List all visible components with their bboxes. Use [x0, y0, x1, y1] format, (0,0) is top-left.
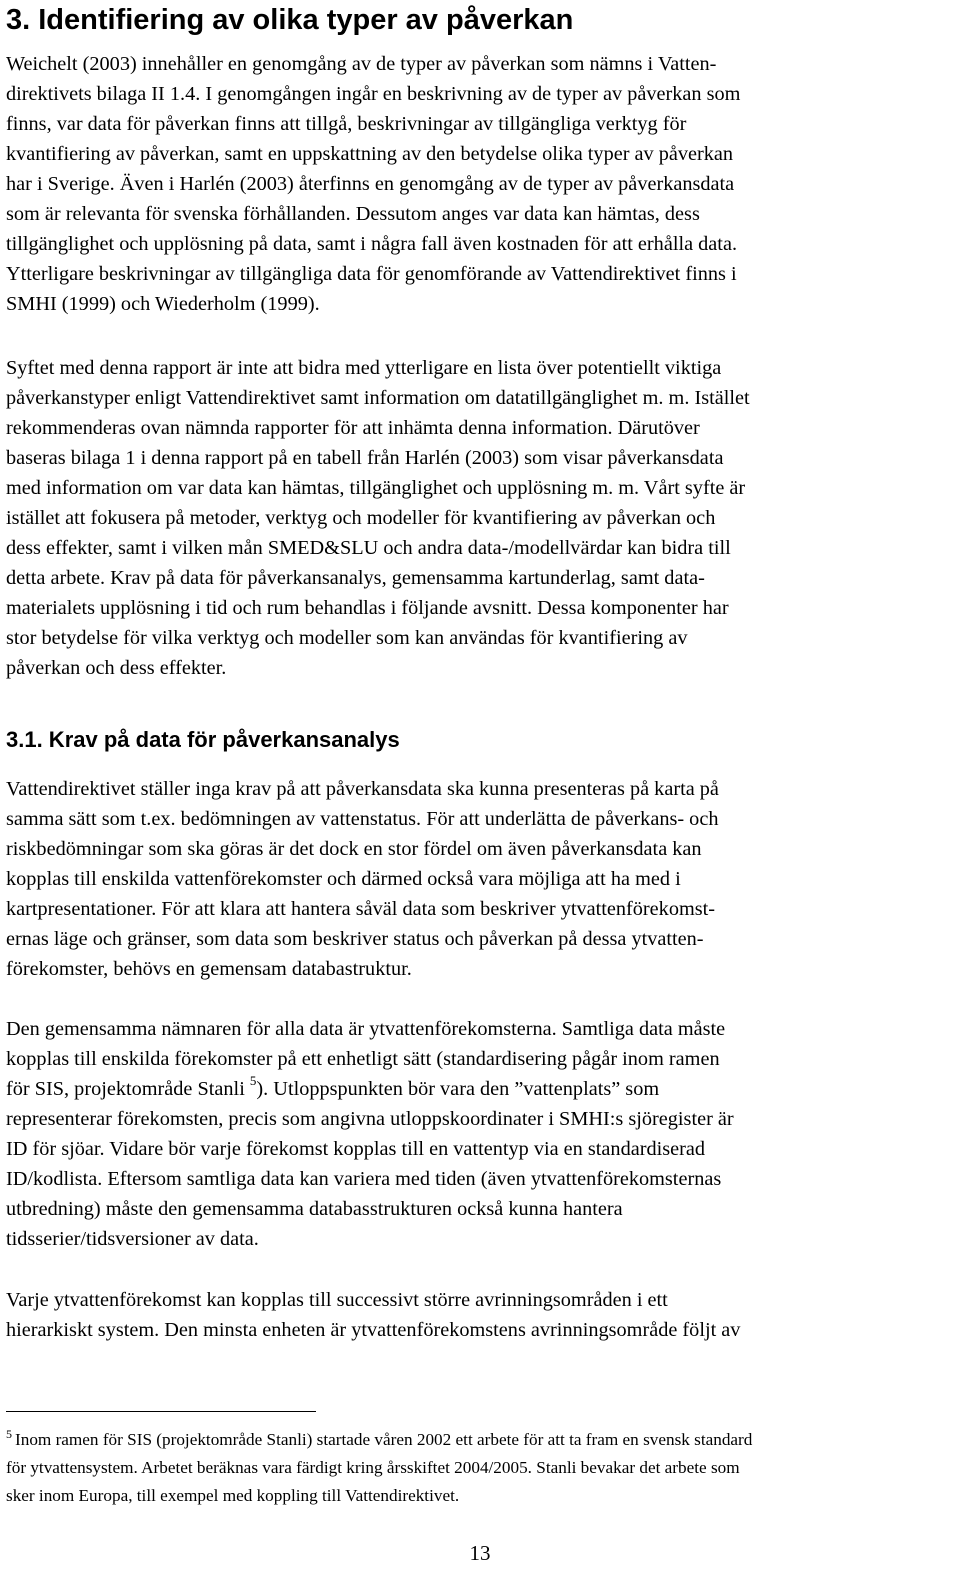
footnote-line — [6, 1426, 752, 1454]
text-line: tidsserier/tidsversioner av data. — [6, 1228, 259, 1250]
text-line: ernas läge och gränser, som data som beskriver status och påverkan på dessa ytvatten- — [6, 928, 704, 950]
text-line: har i Sverige. Även i Harlén (2003) återfinns en genomgång av de typer av påverkansdata — [6, 173, 735, 195]
text-line: påverkan och dess effekter. — [6, 657, 227, 679]
text-line: materialets upplösning i tid och rum behandlas i följande avsnitt. Dessa komponenter har — [6, 597, 729, 619]
text-line: påverkanstyper enligt Vattendirektivet samt information om datatillgänglighet m. m. Istället — [6, 387, 750, 409]
text-line: riskbedömningar som ska göras är det dock en stor fördel om även påverkansdata kan — [6, 838, 702, 860]
text-line: detta arbete. Krav på data för påverkansanalys, gemensamma kartunderlag, samt data- — [6, 567, 705, 589]
text-line: SMHI (1999) och Wiederholm (1999). — [6, 293, 320, 315]
text-line: Ytterligare beskrivningar av tillgängliga data för genomförande av Vattendirektivet finns i — [6, 263, 737, 285]
text-line: Varje ytvattenförekomst kan kopplas till successivt större avrinningsområden i ett — [6, 1289, 668, 1311]
subsection-heading: 3.1. Krav på data för påverkansanalys — [6, 727, 400, 752]
text-line: förekomster, behövs en gemensam databastruktur. — [6, 958, 412, 980]
text-line: som är relevanta för svenska förhållanden. Dessutom anges var data kan hämtas, dess — [6, 203, 700, 225]
paragraph-2 — [6, 353, 750, 683]
paragraph-1 — [6, 49, 740, 319]
text-fragment: för SIS, projektområde Stanli — [6, 1078, 250, 1100]
text-line: dess effekter, samt i vilken mån SMED&SLU och andra data-/modellvärdar kan bidra till — [6, 537, 731, 559]
text-fragment: ). Utloppspunkten bör vara den ”vattenplats” som — [256, 1078, 660, 1100]
text-line: kartpresentationer. För att klara att hantera såväl data som beskriver ytvattenförekomst- — [6, 898, 716, 920]
text-line: Syftet med denna rapport är inte att bidra med ytterligare en lista över potentiellt viktiga — [6, 357, 722, 379]
footnote-reference[interactable]: 5 — [249, 1073, 257, 1089]
text-line: representerar förekomsten, precis som angivna utloppskoordinater i SMHI:s sjöregister är — [6, 1108, 734, 1130]
text-line: samma sätt som t.ex. bedömningen av vattenstatus. För att underlätta de påverkans- och — [6, 808, 719, 830]
text-line-with-footnote-ref — [6, 1074, 734, 1104]
paragraph-4 — [6, 1014, 734, 1254]
paragraph-5 — [6, 1285, 740, 1345]
footnote-divider — [6, 1411, 316, 1412]
paragraph-3 — [6, 774, 719, 984]
text-line: Vattendirektivet ställer inga krav på att påverkansdata ska kunna presenteras på karta på — [6, 778, 719, 800]
text-line: istället att fokusera på metoder, verktyg och modeller för kvantifiering av påverkan och — [6, 507, 716, 529]
text-fragment: Inom ramen för SIS (projektområde Stanli) startade våren 2002 ett arbete för att ta fram en svensk standard — [15, 1430, 753, 1449]
text-line: stor betydelse för vilka verktyg och modeller som kan användas för kvantifiering av — [6, 627, 688, 649]
section-heading: 3. Identifiering av olika typer av påverkan — [6, 4, 574, 36]
footnote-line: sker inom Europa, till exempel med koppling till Vattendirektivet. — [6, 1486, 460, 1505]
text-line: baseras bilaga 1 i denna rapport på en tabell från Harlén (2003) som visar påverkansdata — [6, 447, 724, 469]
text-line: kopplas till enskilda vattenförekomster och därmed också vara möjliga att ha med i — [6, 868, 681, 890]
text-line: med information om var data kan hämtas, tillgänglighet och upplösning m. m. Vårt syfte är — [6, 477, 746, 499]
text-line: tillgänglighet och upplösning på data, samt i några fall även kostnaden för att erhålla data. — [6, 233, 738, 255]
text-line: ID för sjöar. Vidare bör varje förekomst kopplas till en vattentyp via en standardiserad — [6, 1138, 706, 1160]
footnote — [6, 1426, 752, 1510]
text-line: ID/kodlista. Eftersom samtliga data kan variera med tiden (även ytvattenförekomsternas — [6, 1168, 722, 1190]
text-line: rekommenderas ovan nämnda rapporter för att inhämta denna information. Därutöver — [6, 417, 700, 439]
text-line: finns, var data för påverkan finns att tillgå, beskrivningar av tillgängliga verktyg för — [6, 113, 687, 135]
text-line: kopplas till enskilda förekomster på ett enhetligt sätt (standardisering pågår inom ramen — [6, 1048, 720, 1070]
text-line: direktivets bilaga II 1.4. I genomgången ingår en beskrivning av de typer av påverkan som — [6, 83, 741, 105]
text-line: Weichelt (2003) innehåller en genomgång av de typer av påverkan som nämns i Vatten- — [6, 53, 717, 75]
text-line: hierarkiskt system. Den minsta enheten är ytvattenförekomstens avrinningsområde följt av — [6, 1319, 741, 1341]
text-line: kvantifiering av påverkan, samt en uppskattning av den betydelse olika typer av påverkan — [6, 143, 734, 165]
footnote-line: för ytvattensystem. Arbetet beräknas vara färdigt kring årsskiftet 2004/2005. Stanli bevakar det arbete som — [6, 1458, 740, 1477]
footnote-number: 5 — [6, 1427, 12, 1441]
text-line: Den gemensamma nämnaren för alla data är ytvattenförekomsterna. Samtliga data måste — [6, 1018, 726, 1040]
page-number: 13 — [469, 1541, 491, 1565]
text-line: utbredning) måste den gemensamma databasstrukturen också kunna hantera — [6, 1198, 623, 1220]
